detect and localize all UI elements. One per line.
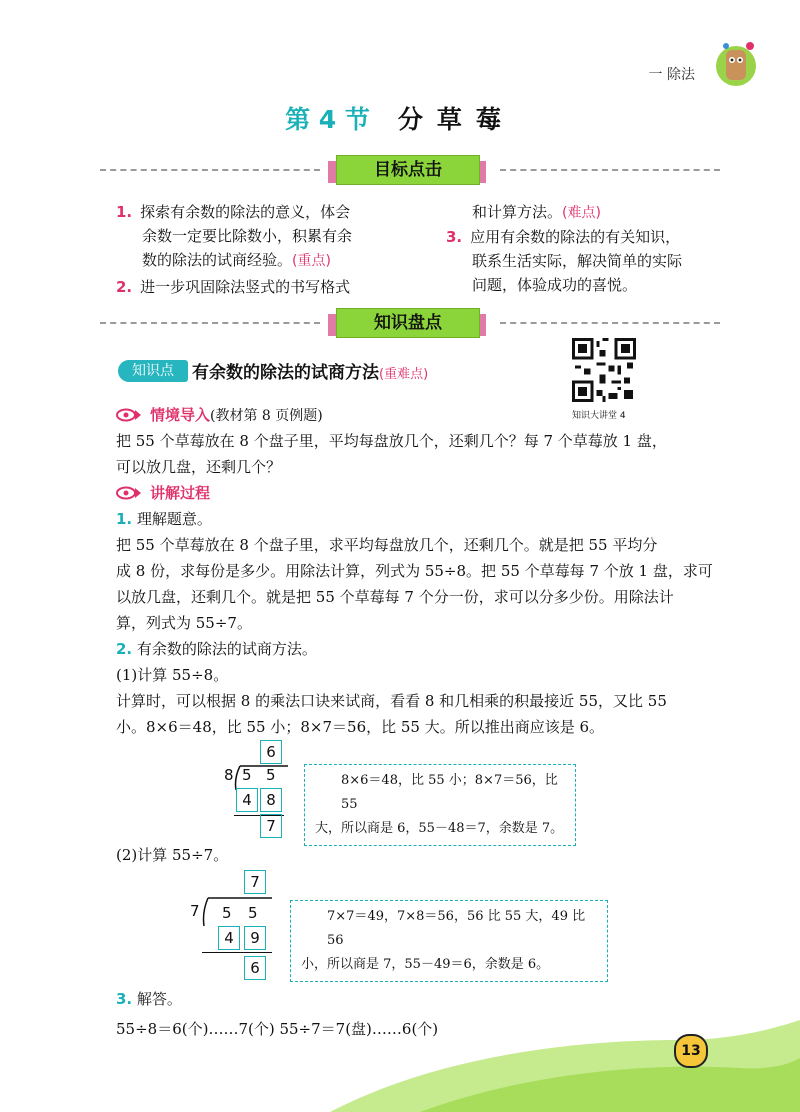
step-title: 有余数的除法的试商方法。	[136, 640, 317, 658]
goal-tag: (重点)	[292, 253, 331, 269]
process-heading	[116, 482, 210, 503]
text-line: 可以放几盘，还剩几个？	[116, 458, 282, 476]
product-box: 4	[236, 788, 258, 812]
long-division-2	[190, 870, 630, 980]
sub-title: (1)计算 55÷8。	[116, 666, 229, 684]
goal-line: 探索有余数的除法的意义，体会	[140, 203, 351, 221]
product-box: 4	[218, 926, 240, 950]
knowledge-banner	[332, 308, 482, 338]
eye-icon	[116, 486, 142, 500]
divisor: 7	[190, 902, 200, 920]
note-line: 7×7＝49，7×8＝56，56 比 55 大，49 比 56	[327, 909, 586, 948]
goal-number: 3.	[446, 228, 463, 246]
text-line: 计算时，可以根据 8 的乘法口诀来试商，看看 8 和几相乘的积最接近 55，又比 55	[116, 692, 667, 710]
step-1: 1. 理解题意。 把 55 个草莓放在 8 个盘子里，求平均每盘放几个，还剩几个。就是把 55 平均分 成 8 份，求每份是多少。用除法计算，列式为 55÷8。把 55 个草莓每 7 个放 1 盘，求可 以放几盘，还剩几个。就是把 55 个草莓每 7 个分一份，求可以分多少份。用除法计 算，列式为 55÷7。 2. 有余数的除法的试商方法。 (1)计算 55÷8。 计算时，可以根据 8 的乘法口诀来试商，看看 8 和几相乘的积最接近 55，又比 55 小。8×6＝48，比 55 小；8×7＝56，比 55 大。所以推出商应该是 6。	[116, 506, 736, 740]
section-number: 第 4 节	[285, 105, 370, 134]
answer-line: 55÷8＝6(个)……7(个) 55÷7＝7(盘)……6(个)	[116, 1020, 439, 1038]
situation-text	[116, 428, 736, 480]
page-number: 13	[674, 1034, 708, 1068]
situation-source: (教材第 8 页例题)	[210, 408, 323, 424]
dividend-digit: 5	[242, 766, 252, 784]
dividend-digit: 5	[248, 904, 258, 922]
remainder-box: 6	[244, 956, 266, 980]
dividend-digit: 5	[222, 904, 232, 922]
goals-banner-label: 目标点击	[336, 155, 480, 185]
goal-line: 联系生活实际，解决简单的实际	[472, 252, 683, 270]
text-line: 小。8×6＝48，比 55 小；8×7＝56，比 55 大。所以推出商应该是 6。	[116, 718, 605, 736]
knowledge-point-badge: 知识点	[118, 360, 188, 382]
goal-item-2	[116, 275, 436, 299]
product-box: 8	[260, 788, 282, 812]
step-title: 理解题意。	[136, 510, 212, 528]
note-line: 8×6＝48，比 55 小；8×7＝56，比 55	[341, 773, 558, 812]
goal-line: 应用有余数的除法的有关知识，	[470, 228, 681, 246]
note-line: 大，所以商是 6，55－48＝7，余数是 7。	[315, 821, 564, 836]
text-line: 以放几盘，还剩几个。就是把 55 个草莓每 7 个分一份，求可以分多少份。用除法计	[116, 588, 674, 606]
goal-item-2-cont	[472, 200, 752, 225]
qr-caption: 知识大讲堂 4	[572, 411, 626, 421]
long-division-1	[220, 738, 580, 838]
knowledge-point-title	[192, 358, 428, 383]
goals-banner-row	[100, 155, 720, 185]
goal-tag: (难点)	[562, 205, 601, 221]
situation-heading-text: 情境导入	[150, 406, 211, 424]
divider	[500, 322, 720, 324]
division-bracket	[198, 896, 274, 930]
dividend-digit: 5	[266, 766, 276, 784]
note-line: 小，所以商是 7，55－49＝6，余数是 6。	[301, 957, 550, 972]
quotient-box: 6	[260, 740, 282, 764]
goal-line: 数的除法的试商经验。	[142, 251, 293, 269]
goal-number: 2.	[116, 278, 133, 296]
goals-banner	[332, 155, 482, 185]
subtraction-line	[202, 952, 272, 953]
text-line: 把 55 个草莓放在 8 个盘子里，求平均每盘放几个，还剩几个。就是把 55 平均分	[116, 536, 658, 554]
goal-item-1	[116, 200, 416, 273]
step-title: 解答。	[136, 990, 182, 1008]
text-line: 算，列式为 55÷7。	[116, 614, 252, 632]
divider	[500, 169, 720, 171]
divider	[100, 169, 320, 171]
knowledge-banner-label: 知识盘点	[336, 308, 480, 338]
quotient-box: 7	[244, 870, 266, 894]
divisor: 8	[224, 766, 234, 784]
section-name: 分草莓	[397, 105, 515, 134]
process-heading-text: 讲解过程	[150, 484, 211, 502]
section-title	[0, 100, 800, 136]
divider	[100, 322, 320, 324]
goal-line: 进一步巩固除法竖式的书写格式	[140, 278, 351, 296]
knowledge-banner-row	[100, 308, 720, 338]
goal-line: 问题，体验成功的喜悦。	[472, 276, 638, 294]
mascot-icon	[712, 38, 760, 90]
knowledge-point-level: (重难点)	[379, 367, 429, 382]
goal-number: 1.	[116, 203, 133, 221]
explanation-note	[290, 900, 608, 982]
sub-title-2: (2)计算 55÷7。	[116, 846, 229, 864]
text-line: 成 8 份，求每份是多少。用除法计算，列式为 55÷8。把 55 个草莓每 7 个放 1 盘，求可	[116, 562, 713, 580]
qr-code-icon[interactable]	[572, 338, 636, 402]
goal-item-3	[446, 225, 746, 297]
goal-line: 余数一定要比除数小，积累有余	[142, 227, 353, 245]
eye-icon	[116, 408, 142, 422]
running-header: 一 除法	[648, 67, 695, 83]
goal-line: 和计算方法。	[472, 203, 563, 221]
situation-heading	[116, 404, 323, 425]
explanation-note	[304, 764, 576, 846]
knowledge-point-title-text: 有余数的除法的试商方法	[192, 363, 379, 383]
step-3: 3. 解答。 55÷8＝6(个)……7(个) 55÷7＝7(盘)……6(个)	[116, 986, 736, 1042]
remainder-box: 7	[260, 814, 282, 838]
text-line: 把 55 个草莓放在 8 个盘子里，平均每盘放几个，还剩几个？每 7 个草莓放 1 盘，	[116, 432, 667, 450]
product-box: 9	[244, 926, 266, 950]
